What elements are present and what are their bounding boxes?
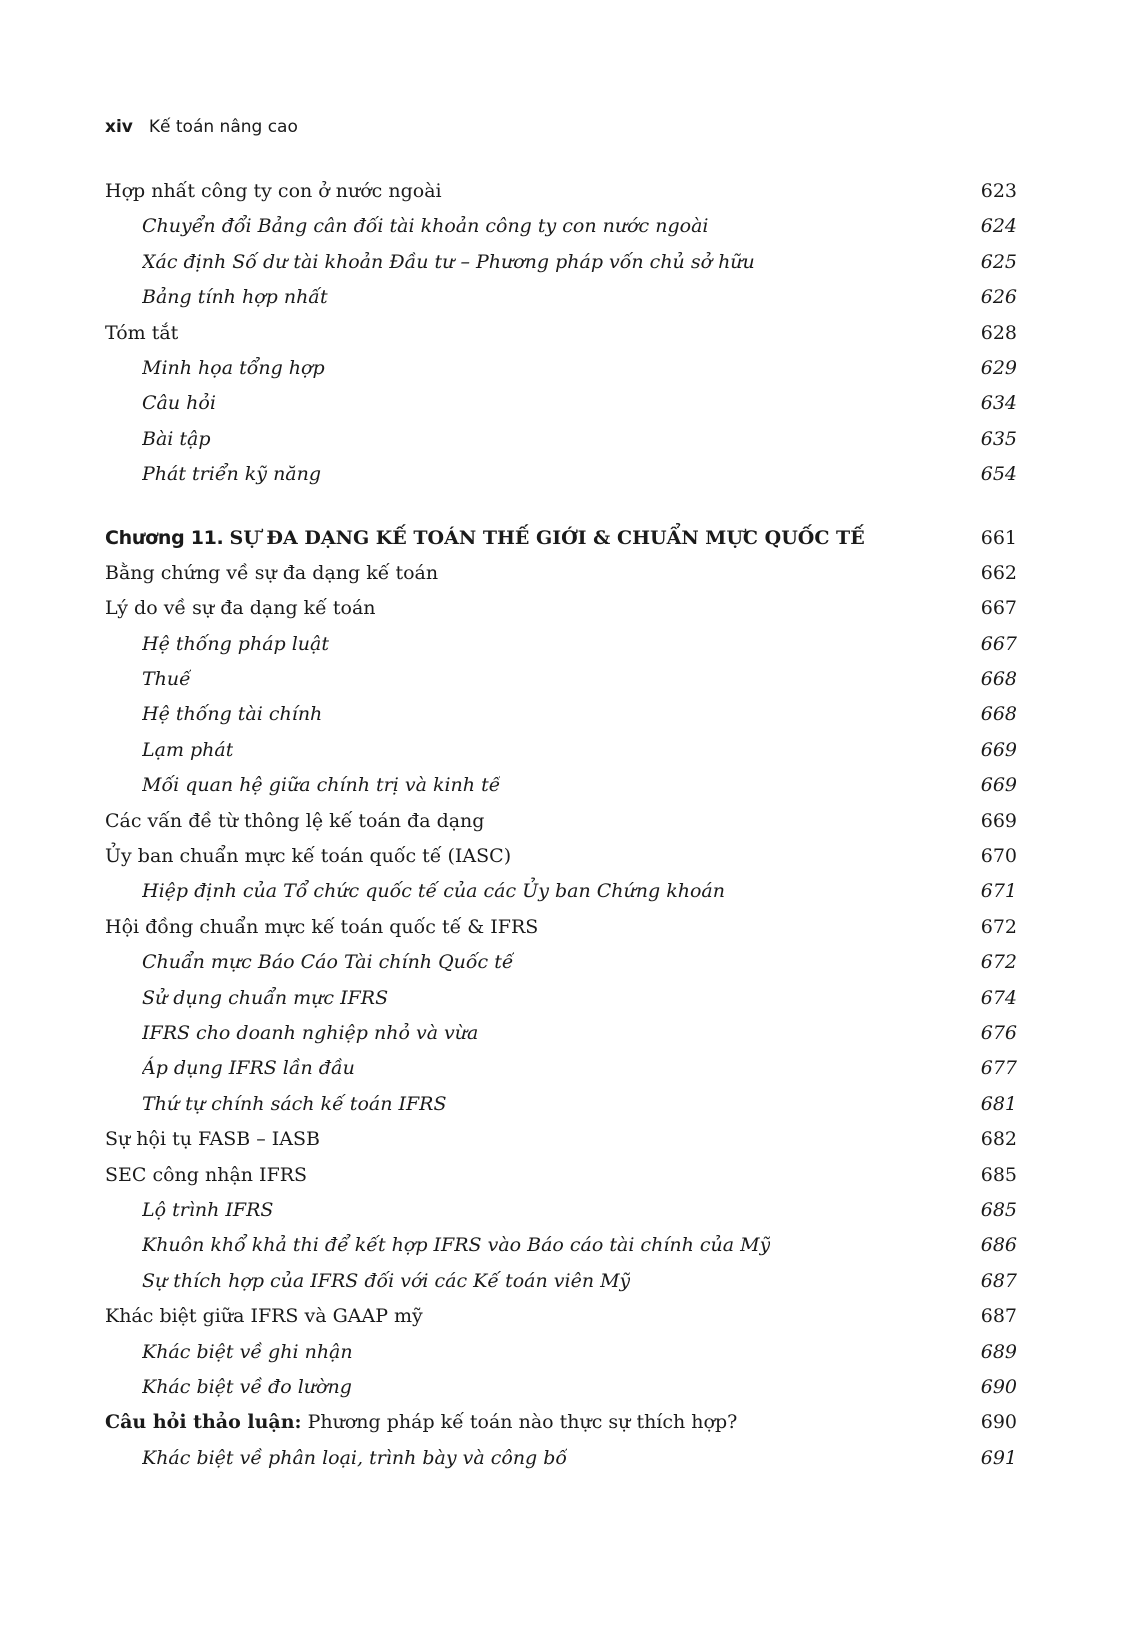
toc-entry-title: Hội đồng chuẩn mực kế toán quốc tế & IFRS xyxy=(105,915,539,938)
toc-sub-entry xyxy=(105,945,1017,980)
toc-entry xyxy=(105,804,1017,839)
toc-page-number: 669 xyxy=(980,809,1017,832)
toc-entry xyxy=(105,1158,1017,1193)
toc-page-number: 623 xyxy=(980,180,1017,202)
toc-page-number: 685 xyxy=(980,1163,1017,1186)
toc-sub-entry xyxy=(105,1193,1017,1228)
toc-sub-entry xyxy=(105,662,1017,697)
toc-entry-title: Bảng tính hợp nhất xyxy=(142,286,328,309)
toc-entry xyxy=(105,1299,1017,1334)
toc-entry xyxy=(105,556,1017,591)
toc-entry-title: Khuôn khổ khả thi để kết hợp IFRS vào Báo cáo tài chính của Mỹ xyxy=(142,1234,771,1257)
toc-page-number: 624 xyxy=(980,215,1017,238)
toc-entry-title: Sử dụng chuẩn mực IFRS xyxy=(142,986,389,1009)
toc-page-number: 681 xyxy=(980,1092,1017,1115)
entry-text: Phương pháp kế toán nào thực sự thích hợp? xyxy=(307,1411,738,1434)
toc-entry-title: Phát triển kỹ năng xyxy=(142,463,322,486)
toc-sub-entry xyxy=(105,386,1017,421)
toc-sub-entry xyxy=(105,209,1017,244)
toc-entry-title: Thứ tự chính sách kế toán IFRS xyxy=(142,1092,447,1115)
toc-page-number: 667 xyxy=(980,597,1017,620)
toc-sub-entry xyxy=(105,422,1017,457)
toc-sub-entry xyxy=(105,1087,1017,1122)
toc-entry-title: Hiệp định của Tổ chức quốc tế của các Ủy ban Chứng khoán xyxy=(142,880,725,903)
toc-page-number: 661 xyxy=(980,526,1017,549)
toc-page-number: 628 xyxy=(980,321,1017,344)
toc-entry-title: Minh họa tổng hợp xyxy=(142,356,325,379)
toc-entry xyxy=(105,174,1017,209)
toc-sub-entry xyxy=(105,981,1017,1016)
toc-page-number: 686 xyxy=(980,1234,1017,1257)
toc-entry-title: Khác biệt về đo lường xyxy=(142,1375,352,1398)
toc-entry-title xyxy=(105,1405,737,1440)
toc-page-number: 690 xyxy=(980,1375,1017,1398)
toc-entry-title: Sự hội tụ FASB – IASB xyxy=(105,1128,321,1151)
toc-page-number: 668 xyxy=(980,668,1017,691)
toc-page-number: 667 xyxy=(980,632,1017,655)
toc-entry-title: Tóm tắt xyxy=(105,321,179,344)
table-of-contents xyxy=(105,174,1017,1476)
toc-entry-title: Hợp nhất công ty con ở nước ngoài xyxy=(105,180,442,202)
toc-sub-entry xyxy=(105,1335,1017,1370)
toc-page-number: 668 xyxy=(980,703,1017,726)
toc-entry xyxy=(105,839,1017,874)
toc-page-number: 626 xyxy=(980,286,1017,309)
toc-page-number: 669 xyxy=(980,738,1017,761)
entry-lead: Câu hỏi thảo luận: xyxy=(105,1411,302,1434)
toc-entry-title: SEC công nhận IFRS xyxy=(105,1163,308,1186)
toc-entry xyxy=(105,316,1017,351)
toc-sub-entry xyxy=(105,1016,1017,1051)
toc-page-number: 672 xyxy=(980,951,1017,974)
chapter-title: SỰ ĐA DẠNG KẾ TOÁN THẾ GIỚI & CHUẨN MỰC QUỐC TẾ xyxy=(229,526,865,549)
toc-entry-title: Lý do về sự đa dạng kế toán xyxy=(105,597,376,620)
toc-page-number: 687 xyxy=(980,1269,1017,1292)
toc-sub-entry xyxy=(105,697,1017,732)
toc-sub-entry xyxy=(105,245,1017,280)
toc-sub-entry xyxy=(105,733,1017,768)
toc-entry xyxy=(105,1122,1017,1157)
toc-page-number: 689 xyxy=(980,1340,1017,1363)
toc-entry-title: Các vấn đề từ thông lệ kế toán đa dạng xyxy=(105,809,485,832)
toc-page-number: 629 xyxy=(980,356,1017,379)
toc-entry-title: Chuyển đổi Bảng cân đối tài khoản công ty con nước ngoài xyxy=(142,215,709,238)
toc-entry-title: Sự thích hợp của IFRS đối với các Kế toán viên Mỹ xyxy=(142,1269,631,1292)
toc-page-number: 625 xyxy=(980,250,1017,273)
toc-page-number: 654 xyxy=(980,463,1017,486)
toc-entry-title: Ủy ban chuẩn mực kế toán quốc tế (IASC) xyxy=(105,845,512,868)
toc-page-number: 690 xyxy=(980,1411,1017,1434)
running-header xyxy=(105,117,298,137)
toc-page-number: 635 xyxy=(980,427,1017,450)
toc-entry-title: Khác biệt về phân loại, trình bày và công bố xyxy=(142,1446,568,1469)
toc-entry xyxy=(105,910,1017,945)
toc-entry-title: Chuẩn mực Báo Cáo Tài chính Quốc tế xyxy=(142,951,514,974)
toc-entry xyxy=(105,1405,1017,1440)
toc-entry-title: Bằng chứng về sự đa dạng kế toán xyxy=(105,561,439,584)
toc-page-number: 677 xyxy=(980,1057,1017,1080)
toc-entry-title: Mối quan hệ giữa chính trị và kinh tế xyxy=(142,774,501,797)
toc-page-number: 691 xyxy=(980,1446,1017,1469)
toc-page-number: 674 xyxy=(980,986,1017,1009)
toc-entry-title: Lộ trình IFRS xyxy=(142,1198,274,1221)
toc-sub-entry xyxy=(105,768,1017,803)
toc-page-number: 670 xyxy=(980,845,1017,868)
toc-entry xyxy=(105,591,1017,626)
toc-page-number: 676 xyxy=(980,1021,1017,1044)
toc-entry-title: Áp dụng IFRS lần đầu xyxy=(142,1057,355,1080)
toc-sub-entry xyxy=(105,1370,1017,1405)
toc-entry-title: Thuế xyxy=(142,668,191,691)
toc-sub-entry xyxy=(105,627,1017,662)
toc-page-number: 669 xyxy=(980,774,1017,797)
toc-entry-title: IFRS cho doanh nghiệp nhỏ và vừa xyxy=(142,1021,479,1044)
toc-entry-title: Bài tập xyxy=(142,427,211,450)
toc-entry-title: Khác biệt giữa IFRS và GAAP mỹ xyxy=(105,1305,423,1328)
toc-chapter-entry xyxy=(105,521,1017,556)
toc-entry-title: Xác định Số dư tài khoản Đầu tư – Phương pháp vốn chủ sở hữu xyxy=(142,250,755,273)
toc-entry-title xyxy=(105,521,865,556)
toc-sub-entry xyxy=(105,1051,1017,1086)
toc-sub-entry xyxy=(105,874,1017,909)
toc-sub-entry xyxy=(105,1228,1017,1263)
toc-page-number: 662 xyxy=(980,561,1017,584)
chapter-label: Chương 11. xyxy=(105,526,224,549)
page-number: xiv xyxy=(105,117,133,137)
toc-entry-title: Câu hỏi xyxy=(142,392,216,415)
toc-sub-entry xyxy=(105,351,1017,386)
book-title: Kế toán nâng cao xyxy=(148,117,298,137)
toc-page-number: 685 xyxy=(980,1198,1017,1221)
toc-sub-entry xyxy=(105,1441,1017,1476)
toc-page-number: 687 xyxy=(980,1305,1017,1328)
toc-page-number: 634 xyxy=(980,392,1017,415)
toc-page-number: 671 xyxy=(980,880,1017,903)
toc-entry-title: Hệ thống tài chính xyxy=(142,703,323,726)
toc-sub-entry xyxy=(105,280,1017,315)
toc-entry-title: Khác biệt về ghi nhận xyxy=(142,1340,353,1363)
toc-sub-entry xyxy=(105,1264,1017,1299)
toc-entry-title: Lạm phát xyxy=(142,738,234,761)
toc-page-number: 682 xyxy=(980,1128,1017,1151)
toc-entry-title: Hệ thống pháp luật xyxy=(142,632,329,655)
toc-page-number: 672 xyxy=(980,915,1017,938)
toc-sub-entry xyxy=(105,457,1017,492)
